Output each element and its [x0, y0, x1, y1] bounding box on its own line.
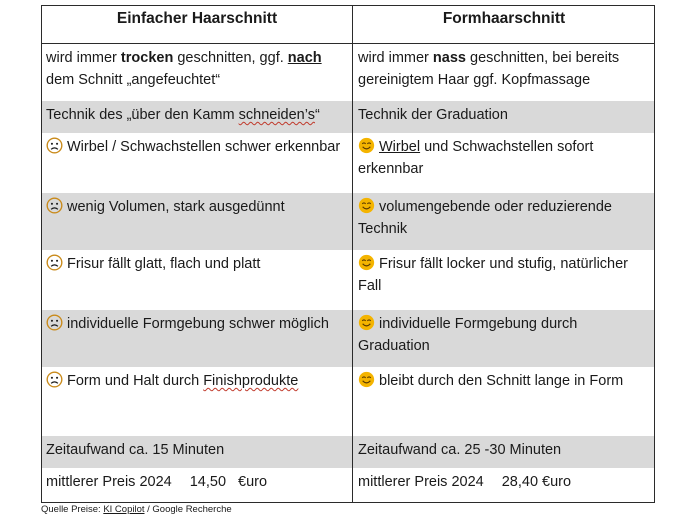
cell-left-zeitaufwand: Zeitaufwand ca. 15 Minuten: [42, 436, 353, 468]
cell-right-schnitt: wird immer nass geschnitten, bei bereits gereinigtem Haar ggf. Kopfmassage: [358, 50, 620, 88]
cell-right-volumen: volumengebende oder reduzierende Technik: [358, 199, 612, 237]
table-row-technik: [42, 101, 654, 133]
table-row-frisur: [42, 250, 654, 310]
sad-face-icon: [46, 371, 63, 388]
header-einfacher-haarschnitt: Einfacher Haarschnitt: [42, 6, 353, 43]
cell-right-wirbel: Wirbel und Schwachstellen sofort erkennbar: [358, 139, 594, 177]
happy-face-icon: [358, 137, 375, 154]
table-row-zeitaufwand: [42, 436, 654, 468]
table-row-preis: [42, 468, 654, 502]
table-row-formgebung: [42, 310, 654, 367]
header-formhaarschnitt: Formhaarschnitt: [442, 10, 566, 27]
sad-face-icon: [46, 197, 63, 214]
cell-left-volumen: wenig Volumen, stark ausgedünnt: [42, 193, 353, 250]
cell-left-wirbel: Wirbel / Schwachstellen schwer erkennbar: [42, 133, 353, 193]
table-row-wirbel: [42, 133, 654, 193]
happy-face-icon: [358, 371, 375, 388]
comparison-table: [41, 5, 655, 503]
cell-left-technik: Technik des „über den Kamm schneiden’s“: [42, 101, 353, 133]
cell-right-halt: bleibt durch den Schnitt lange in Form: [353, 367, 654, 436]
happy-face-icon: [358, 197, 375, 214]
cell-left-halt: Form und Halt durch Finishprodukte: [42, 367, 353, 436]
sad-face-icon: [46, 137, 63, 154]
cell-left-schnitt: wird immer trocken geschnitten, ggf. nach dem Schnitt „angefeuchtet“: [42, 44, 353, 101]
table-header-row: [42, 6, 654, 44]
happy-face-icon: [358, 254, 375, 271]
table-row-volumen: [42, 193, 654, 250]
cell-right-preis: mittlerer Preis 2024 28,40 €uro: [358, 474, 572, 490]
table-row-schnitt: [42, 44, 654, 101]
cell-left-formgebung: individuelle Formgebung schwer möglich: [42, 310, 353, 367]
source-note: Quelle Preise: KI Copilot / Google Recherche: [41, 504, 232, 515]
cell-left-frisur: Frisur fällt glatt, flach und platt: [42, 250, 353, 310]
sad-face-icon: [46, 314, 63, 331]
sad-face-icon: [46, 254, 63, 271]
cell-right-formgebung: individuelle Formgebung durch Graduation: [358, 316, 578, 354]
cell-left-preis: mittlerer Preis 2024 14,50 €uro: [42, 468, 353, 502]
table-row-halt: [42, 367, 654, 436]
cell-right-frisur: Frisur fällt locker und stufig, natürlicher Fall: [358, 256, 629, 294]
cell-right-technik: Technik der Graduation: [358, 107, 508, 123]
cell-right-zeitaufwand: Zeitaufwand ca. 25 -30 Minuten: [358, 442, 562, 458]
happy-face-icon: [358, 314, 375, 331]
source-link[interactable]: KI Copilot: [103, 504, 145, 515]
